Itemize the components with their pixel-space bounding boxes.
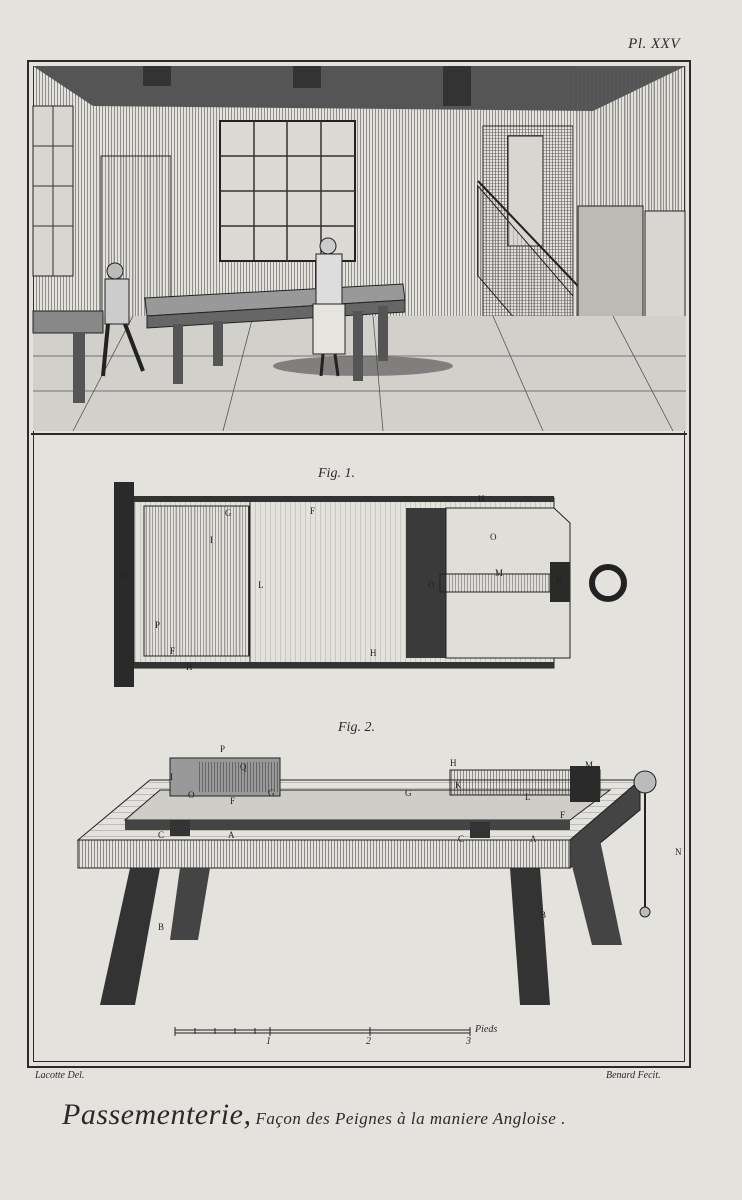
fig1-reference-letter: L [258,580,264,590]
fig1-label: Fig. 1. [318,466,355,481]
credit-engraver: Benard Fecit. [606,1070,661,1081]
fig2-reference-letter: G [268,788,275,798]
fig2-reference-letter: F [560,810,566,820]
fig1-reference-letter: O [428,580,435,590]
plate-caption [62,1098,702,1132]
fig2-reference-letter: P [220,744,226,754]
fig2-reference-letter: F [230,796,236,806]
fig1-reference-letter: G [225,508,232,518]
scale-tick-1: 1 [266,1036,271,1047]
fig1-reference-letter: I [210,535,213,545]
fig2-reference-letter: B [158,922,165,932]
fig2-reference-letter: L [525,792,531,802]
panel-divider [31,433,687,435]
workshop-scene [33,66,686,431]
credit-draughtsman: Lacotte Del. [35,1070,85,1081]
fig1-reference-letter: O [490,532,497,542]
fig2-reference-letter: O [188,790,195,800]
scale-tick-3: 3 [466,1036,471,1047]
fig2-reference-letter: I [170,772,173,782]
fig2-reference-letter: B [540,910,547,920]
fig2-reference-letter: M [585,760,594,770]
fig2-reference-letter: A [228,830,235,840]
scale-tick-2: 2 [366,1036,371,1047]
fig1-reference-letter: G [122,570,129,580]
fig2-reference-letter: C [158,830,165,840]
scale-unit: Pieds [475,1024,498,1035]
plate-number: Pl. XXV [628,36,680,52]
scale-bar [170,1022,520,1052]
fig2-reference-letter: A [530,834,537,844]
fig2-bench-perspective [70,740,682,1020]
fig1-reference-letter: H [370,648,377,658]
fig2-reference-letter: K [455,780,462,790]
fig1-plan-view [110,478,640,688]
fig2-label: Fig. 2. [338,720,375,735]
fig1-reference-letter: F [170,646,176,656]
caption-subtitle: Façon des Peignes à la maniere Angloise . [255,1109,566,1128]
fig1-reference-letter: P [155,620,161,630]
fig2-reference-letter: N [675,847,682,857]
fig1-reference-letter: H [186,662,193,672]
fig2-reference-letter: C [458,834,465,844]
fig1-reference-letter: M [495,568,504,578]
fig2-reference-letter: H [450,758,457,768]
fig2-reference-letter: Q [240,762,247,772]
fig2-reference-letter: G [405,788,412,798]
fig1-reference-letter: K [556,576,563,586]
fig1-reference-letter: H [478,494,485,504]
caption-title: Passementerie, [62,1098,252,1131]
fig1-reference-letter: F [310,506,316,516]
